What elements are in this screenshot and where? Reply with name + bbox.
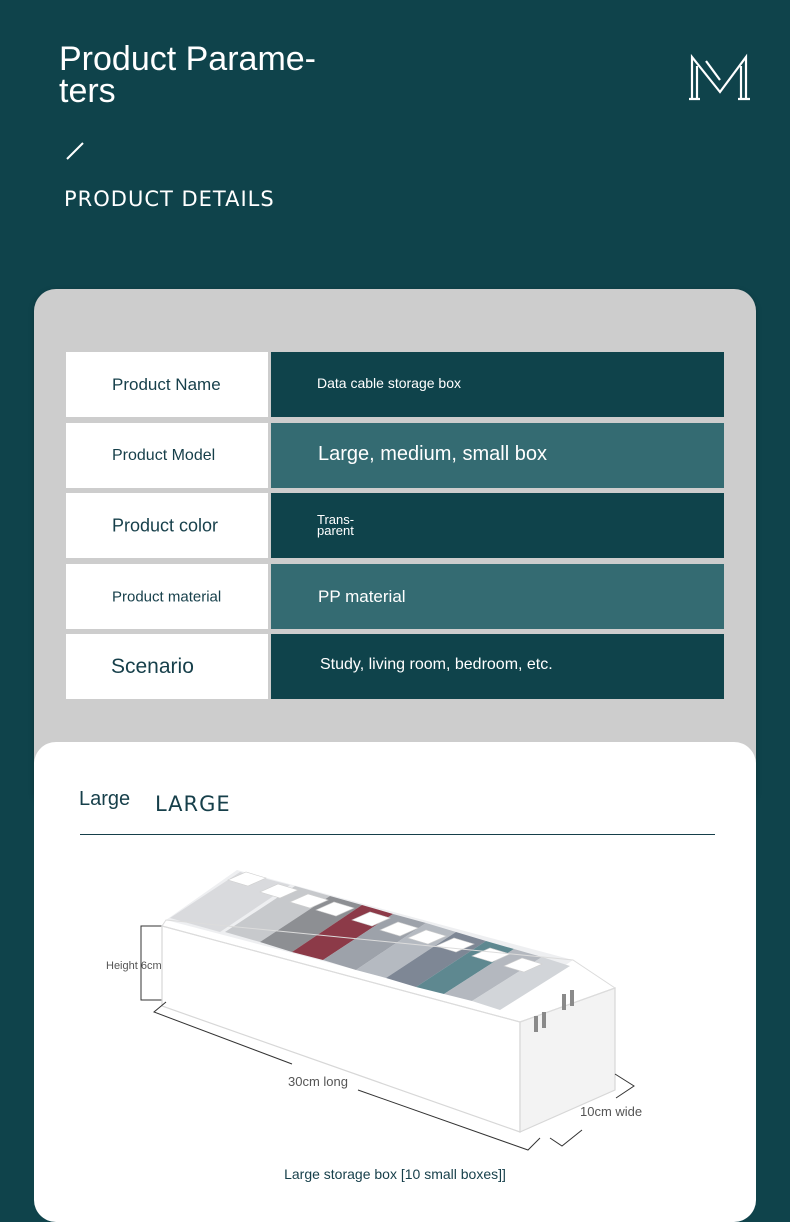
param-label: Scenario	[111, 654, 194, 678]
param-label-cell	[66, 564, 268, 629]
param-label: Product material	[112, 588, 222, 605]
param-row	[66, 423, 724, 488]
param-row	[66, 564, 724, 629]
storage-box-illustration	[100, 860, 660, 1160]
width-label: 10cm wide	[580, 1104, 643, 1119]
section-subtitle: PRODUCT DETAILS	[64, 187, 275, 211]
illustration-caption: Large storage box [10 small boxes]]	[284, 1166, 506, 1182]
height-label: Height 6cm	[106, 960, 162, 972]
m-logo-icon	[688, 52, 752, 102]
param-value-cell	[271, 493, 724, 558]
param-value: Trans- parent	[317, 512, 355, 538]
param-label-cell	[66, 493, 268, 558]
param-value-cell	[271, 352, 724, 417]
size-title: Large	[79, 788, 131, 810]
page-title: Product Parame- ters	[59, 40, 316, 110]
param-row	[66, 493, 724, 558]
param-value-cell	[271, 423, 724, 488]
param-value: Study, living room, bedroom, etc.	[320, 656, 553, 673]
param-value-cell	[271, 564, 724, 629]
size-title-en: LARGE	[155, 792, 231, 816]
param-value: Data cable storage box	[317, 375, 461, 391]
param-value: Large, medium, small box	[318, 443, 547, 465]
divider	[80, 834, 715, 835]
param-row	[66, 352, 724, 417]
param-label: Product Name	[112, 374, 221, 394]
param-label-cell	[66, 352, 268, 417]
param-row	[66, 634, 724, 699]
param-value: PP material	[318, 587, 406, 606]
param-value-cell	[271, 634, 724, 699]
param-label-cell	[66, 634, 268, 699]
param-label: Product color	[112, 515, 219, 535]
slash-icon	[64, 140, 86, 162]
param-label-cell	[66, 423, 268, 488]
param-label: Product Model	[112, 446, 216, 464]
length-label: 30cm long	[288, 1074, 348, 1089]
